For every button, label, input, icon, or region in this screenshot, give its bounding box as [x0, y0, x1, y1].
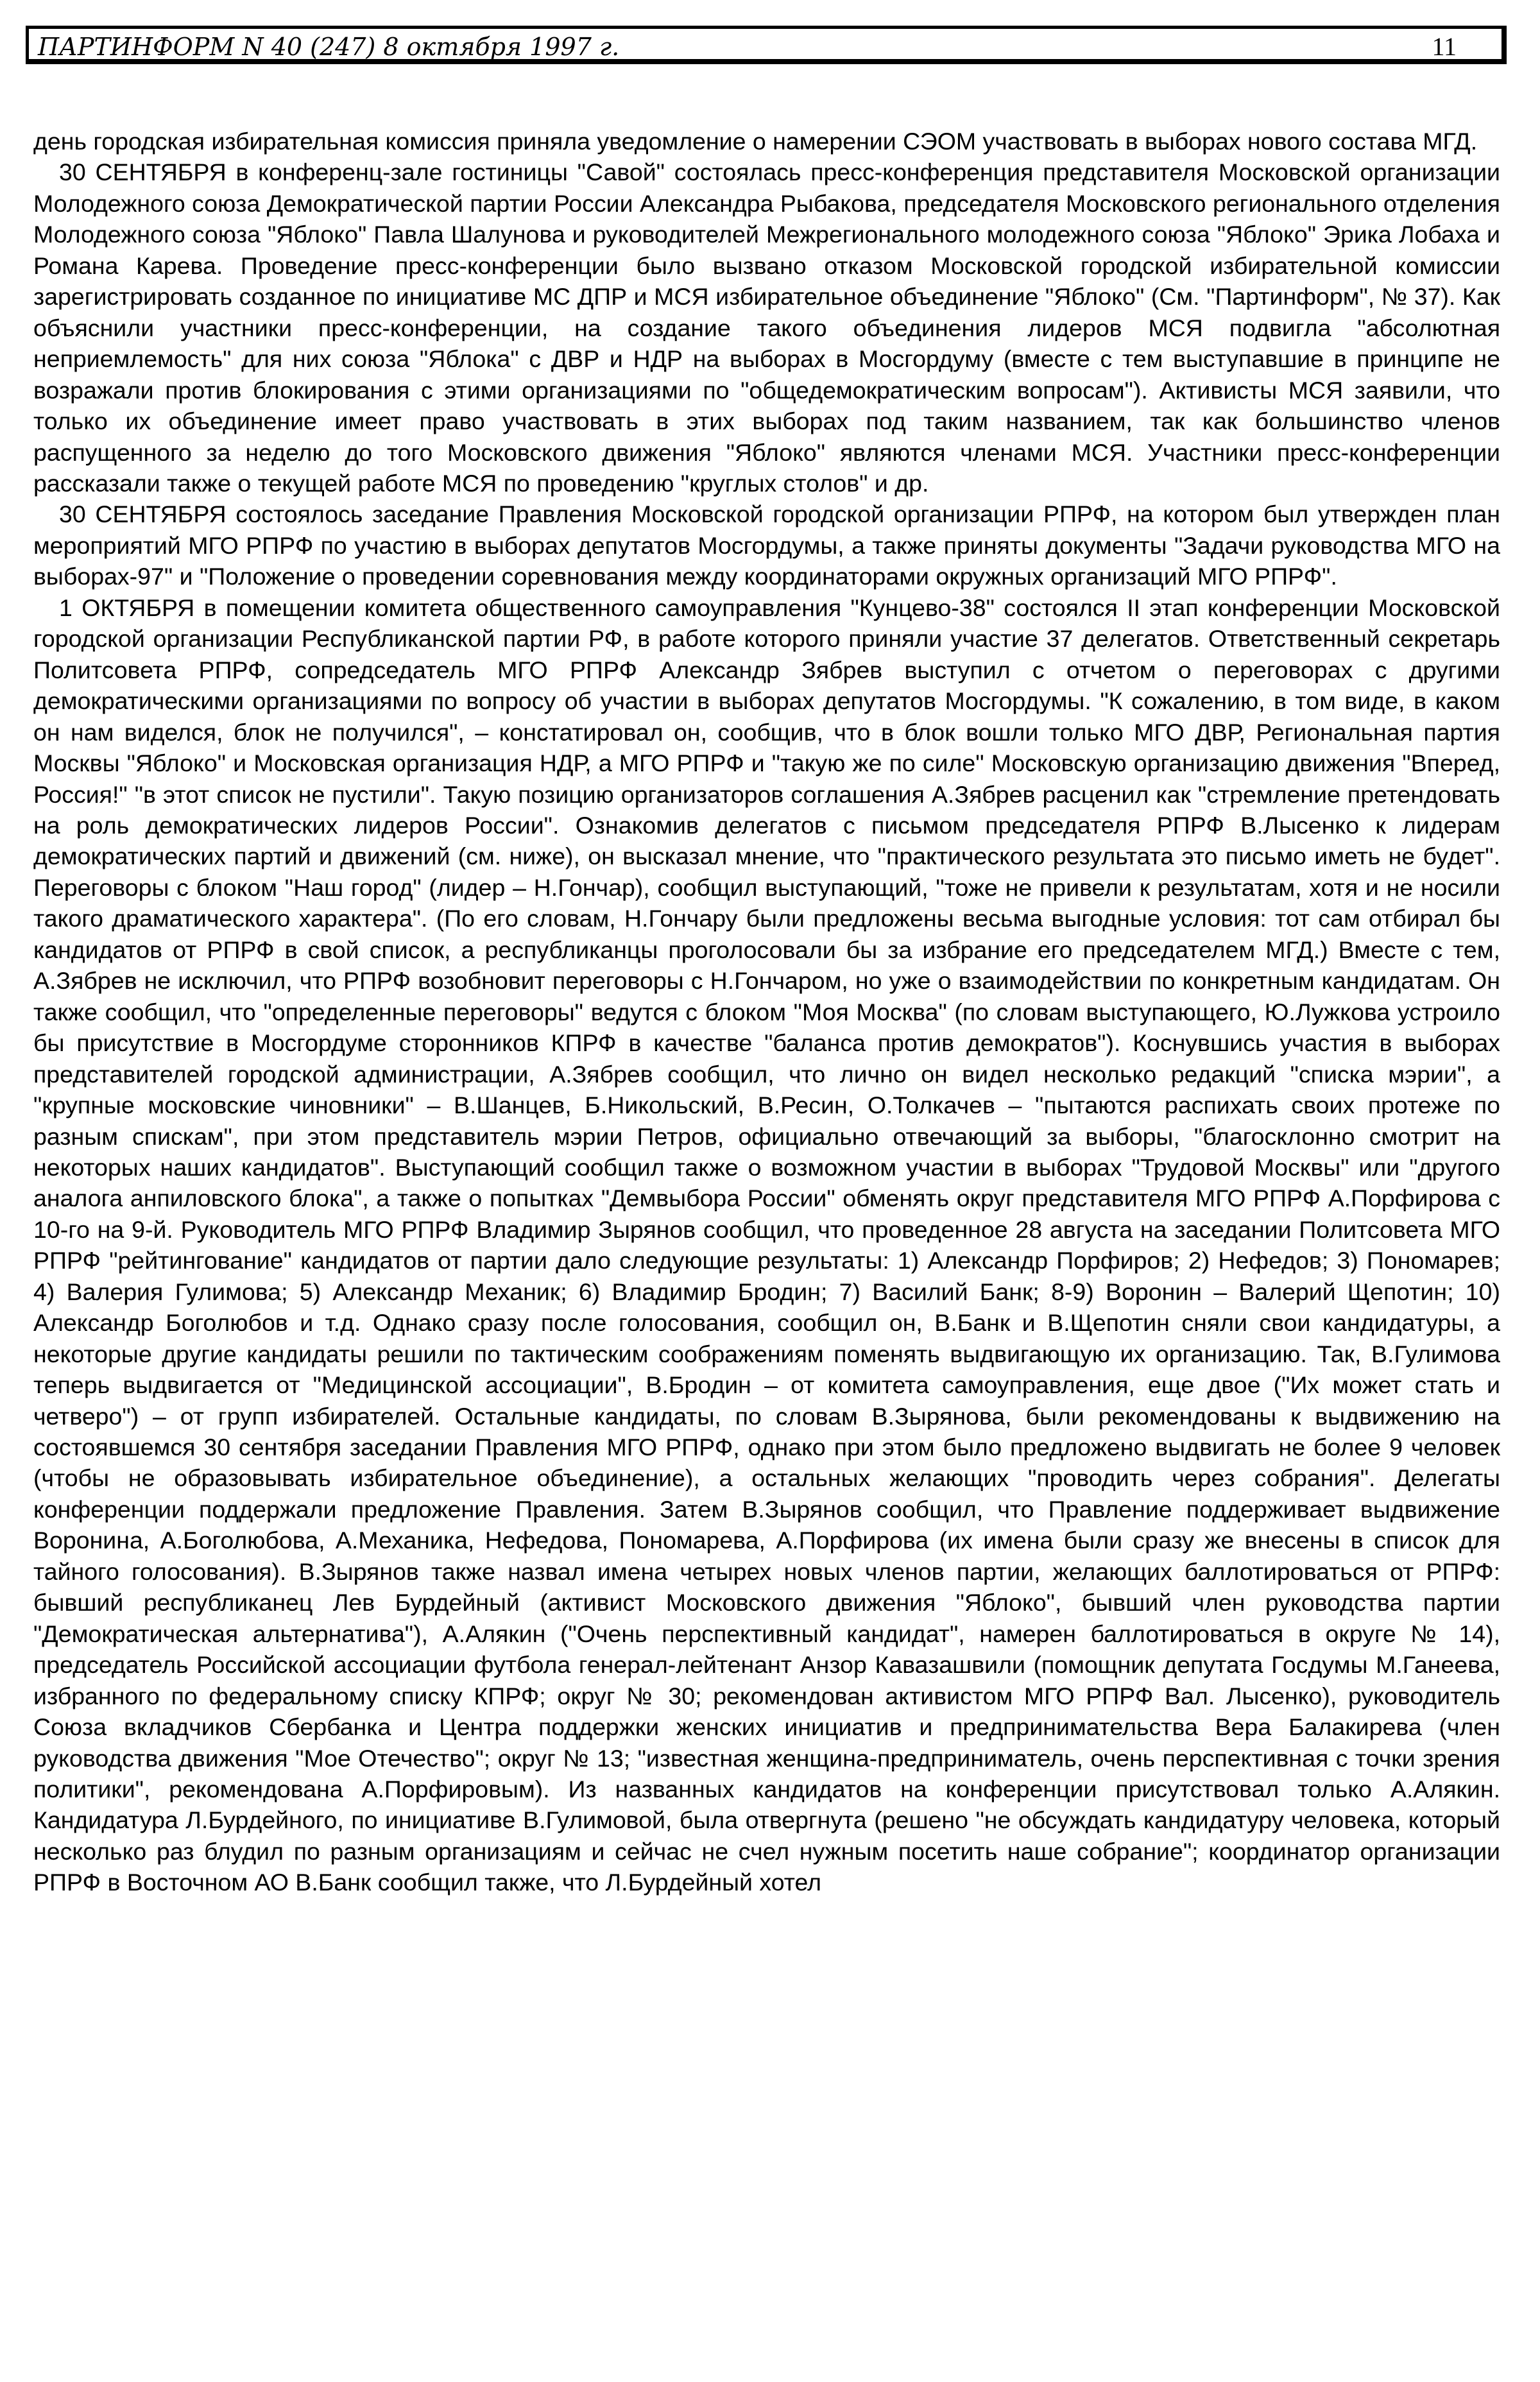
header-title: ПАРТИНФОРМ N 40 (247) 8 октября 1997 г. [38, 33, 620, 61]
paragraph-savoy-press-conference: 30 СЕНТЯБРЯ в конференц-зале гостиницы "Савой" состоялась пресс-конференция представителя Московской организации Молодежного союза Демократической партии России Александра Рыбакова, председателя Московского регионального отделения Молодежного союза "Яблоко" Павла Шалунова и руководителей Межрегионального молодежного союза "Яблоко" Эрика Лобаха и Романа Карева. Проведение пресс-конференции было вызвано отказом Московской городской избирательной комиссии зарегистрировать созданное по инициативе МС ДПР и МСЯ избирательное объединение "Яблоко" (См. "Партинформ", № 37). Как объяснили участники пресс-конференции, на создание такого объединения лидеров МСЯ подвигла "абсолютная неприемлемость" для них союза "Яблока" с ДВР и НДР на выборах в Мосгордуму (вместе с тем выступавшие в принципе не возражали против блокирования с этими организациями по "общедемократическим вопросам"). Активисты МСЯ заявили, что только их объединение имеет право участвовать в этих выборах под таким названием, так как большинство членов распущенного за неделю до того Московского движения "Яблоко" являются членами МСЯ. Участники пресс-конференции рассказали также о текущей работе МСЯ по проведению "круглых столов" и др. [33, 159, 1500, 497]
page-header [26, 26, 1507, 64]
paragraph-rprf-conference: 1 ОКТЯБРЯ в помещении комитета общественного самоуправления "Кунцево-38" состоялся II этап конференции Московской городской организации Республиканской партии РФ, в работе которого приняли участие 37 делегатов. Ответственный секретарь Политсовета РПРФ, сопредседатель МГО РПРФ Александр Зябрев выступил с отчетом о переговорах с другими демократическими организациями по вопросу об участии в выборах депутатов Мосгордумы. "К сожалению, в том виде, в каком он нам виделся, блок не получился", – констатировал он, сообщив, что в блок вошли только МГО ДВР, Региональная партия Москвы "Яблоко" и Московская организация НДР, а МГО РПРФ и "такую же по силе" Московскую организацию движения "Вперед, Россия!" "в этот список не пустили". Такую позицию организаторов соглашения А.Зябрев расценил как "стремление претендовать на роль демократических лидеров России". Ознакомив делегатов с письмом председателя РПРФ В.Лысенко к лидерам демократических партий и движений (см. ниже), он высказал мнение, что "практического результата это письмо иметь не будет". Переговоры с блоком "Наш город" (лидер – Н.Гончар), сообщил выступающий, "тоже не привели к результатам, хотя и не носили такого драматического характера". (По его словам, Н.Гончару были предложены весьма выгодные условия: тот сам отбирал бы кандидатов от РПРФ в свой список, а республиканцы проголосовали бы за избрание его председателем МГД.) Вместе с тем, А.Зябрев не исключил, что РПРФ возобновит переговоры с Н.Гончаром, но уже о взаимодействии по конкретным кандидатам. Он также сообщил, что "определенные переговоры" ведутся с блоком "Моя Москва" (по словам выступающего, Ю.Лужкова устроило бы присутствие в Мосгордуме сторонников КПРФ в качестве "баланса против демократов"). Коснувшись участия в выборах представителей городской администрации, А.Зябрев сообщил, что лично он видел несколько редакций "списка мэрии", а "крупные московские чиновники" – В.Шанцев, Б.Никольский, В.Ресин, О.Толкачев – "пытаются распихать своих протеже по разным спискам", при этом представитель мэрии Петров, официально отвечающий за выборы, "благосклонно смотрит на некоторых наших кандидатов". Выступающий сообщил также о возможном участии в выборах "Трудовой Москвы" или "другого аналога анпиловского блока", а также о попытках "Демвыбора России" обменять округ представителя МГО РПРФ А.Порфирова с 10-го на 9-й. Руководитель МГО РПРФ Владимир Зырянов сообщил, что проведенное 28 августа на заседании Политсовета МГО РПРФ "рейтингование" кандидатов от партии дало следующие результаты: 1) Александр Порфиров; 2) Нефедов; 3) Пономарев; 4) Валерия Гулимова; 5) Александр Механик; 6) Владимир Бродин; 7) Василий Банк; 8-9) Воронин – Валерий Щепотин; 10) Александр Боголюбов и т.д. Однако сразу после голосования, сообщил он, В.Банк и В.Щепотин сняли свои кандидатуры, а некоторые другие кандидаты решили по тактическим соображениям поменять выдвигающую их организацию. Так, В.Гулимова теперь выдвигается от "Медицинской ассоциации", В.Бродин – от комитета самоуправления, еще двое ("Их может стать и четверо") – от групп избирателей. Остальные кандидаты, по словам В.Зырянова, были рекомендованы к выдвижению на состоявшемся 30 сентября заседании Правления МГО РПРФ, однако при этом было предложено выдвигать не более 9 человек (чтобы не образовывать избирательное объединение), а остальных желающих "проводить через собрания". Делегаты конференции поддержали предложение Правления. Затем В.Зырянов сообщил, что Правление поддерживает выдвижение Воронина, А.Боголюбова, А.Механика, Нефедова, Пономарева, А.Порфирова (их имена были сразу же внесены в список для тайного голосования). В.Зырянов также назвал имена четырех новых членов партии, желающих баллотироваться от РПРФ: бывший республиканец Лев Бурдейный (активист Московского движения "Яблоко", бывший член руководства партии "Демократическая альтернатива"), А.Алякин ("Очень перспективный кандидат", намерен баллотироваться в округе № 14), председатель Российской ассоциации футбола генерал-лейтенант Анзор Кавазашвили (помощник депутата Госдумы М.Ганеева, избранного по федеральному списку КПРФ; округ № 30; рекомендован активистом МГО РПРФ Вал. Лысенко), руководитель Союза вкладчиков Сбербанка и Центра поддержки женских инициатив и предпринимательства Вера Балакирева (член руководства движения "Мое Отечество"; округ № 13; "известная женщина-предприниматель, очень перспективная с точки зрения политики", рекомендована А.Порфировым). Из названных кандидатов на конференции присутствовал только А.Алякин. Кандидатура Л.Бурдейного, по инициативе В.Гулимовой, была отвергнута (решено "не обсуждать кандидатуру человека, который несколько раз блудил по разным организациям и сейчас не счел нужным посетить наше собрание"; координатор организации РПРФ в Восточном АО В.Банк сообщил также, что Л.Бурдейный хотел [33, 594, 1500, 1896]
paragraph-continued: день городская избирательная комиссия приняла уведомление о намерении СЭОМ участвовать в выборах нового состава МГД. [33, 128, 1478, 155]
paragraph-rprf-board-meeting: 30 СЕНТЯБРЯ состоялось заседание Правления Московской городской организации РПРФ, на котором был утвержден план мероприятий МГО РПРФ по участию в выборах депутатов Мосгордумы, а также приняты документы "Задачи руководства МГО на выборах-97" и "Положение о проведении соревнования между координаторами окружных организаций МГО РПРФ". [33, 501, 1500, 590]
page-number: 11 [1432, 32, 1457, 61]
article-body [33, 126, 1500, 1898]
